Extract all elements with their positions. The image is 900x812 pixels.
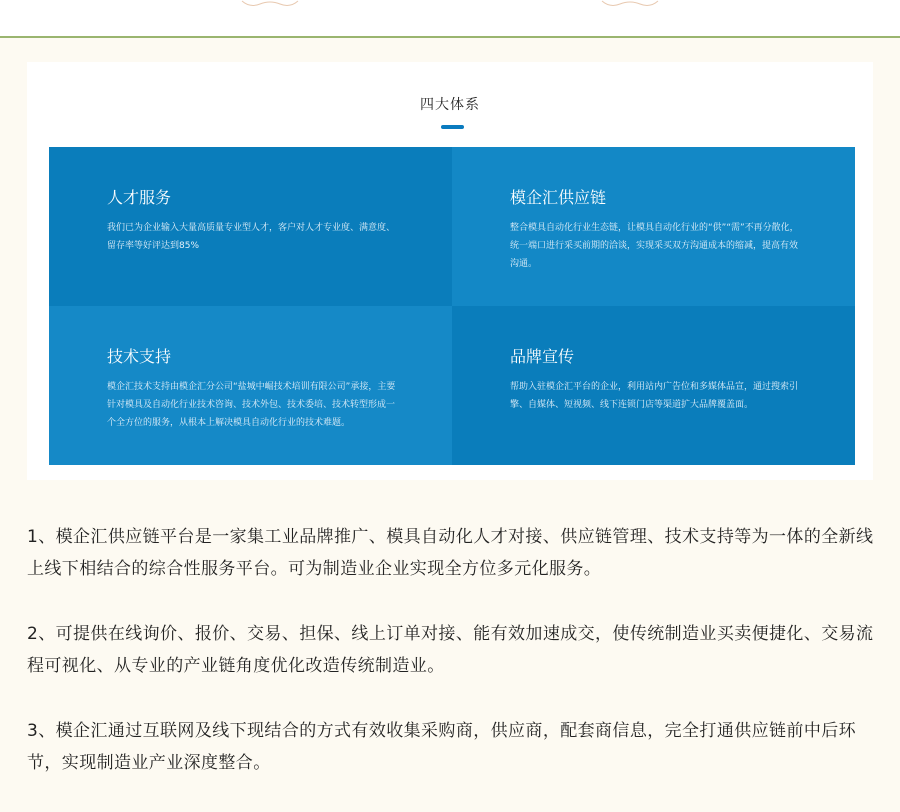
system-card-supply-chain [452, 147, 855, 306]
system-card-description: 模企汇技术支持由模企汇分公司“盐城中崛技术培训有限公司”承接，主要针对模具及自动化行业技术咨询、技术外包、技术委培、技术转型形成一个全方位的服务，从根本上解决模具自动化行业的技术难题。 [107, 382, 396, 428]
system-card-description: 我们已为企业输入大量高质量专业型人才，客户对人才专业度、满意度、留存率等好评达到85% [107, 223, 396, 251]
header-band [0, 0, 900, 36]
scroll-ornament-icon [240, 0, 300, 8]
systems-grid [49, 147, 855, 465]
system-card-description: 帮助入驻模企汇平台的企业，利用站内广告位和多媒体品宣，通过搜索引擎、自媒体、短视频、线下连锁门店等渠道扩大品牌覆盖面。 [510, 382, 799, 410]
section-title: 四大体系 [420, 97, 480, 113]
intro-paragraph: 1、模企汇供应链平台是一家集工业品牌推广、模具自动化人才对接、供应链管理、技术支持等为一体的全新线上线下相结合的综合性服务平台。可为制造业企业实现全方位多元化服务。 [27, 527, 874, 579]
intro-paragraphs [27, 521, 875, 812]
system-card-heading: 品牌宣传 [510, 347, 575, 366]
title-underline [441, 125, 464, 129]
scroll-ornament-icon [600, 0, 660, 8]
intro-paragraph: 2、可提供在线询价、报价、交易、担保、线上订单对接、能有效加速成交，使传统制造业买卖便捷化、交易流程可视化、从专业的产业链角度优化改造传统制造业。 [27, 624, 874, 676]
system-card-heading: 人才服务 [107, 188, 172, 207]
header-divider [0, 36, 900, 38]
intro-paragraph: 3、模企汇通过互联网及线下现结合的方式有效收集采购商，供应商，配套商信息，完全打通供应链前中后环节，实现制造业产业深度整合。 [27, 721, 857, 773]
system-card-tech-support [49, 306, 452, 465]
system-card-brand-promotion [452, 306, 855, 465]
system-card-heading: 模企汇供应链 [510, 188, 607, 207]
system-card-heading: 技术支持 [107, 347, 172, 366]
four-systems-card [27, 62, 873, 480]
system-card-description: 整合模具自动化行业生态链，让模具自动化行业的“供”“需”不再分散化，统一端口进行采买前期的洽谈，实现采买双方沟通成本的缩减，提高有效沟通。 [510, 223, 799, 269]
system-card-talent-service [49, 147, 452, 306]
